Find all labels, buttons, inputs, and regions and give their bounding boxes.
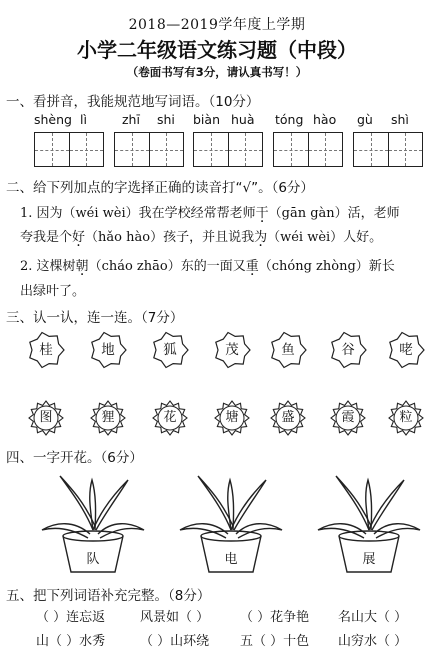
q2-line2: 出绿叶了。 (20, 284, 86, 299)
q1-line1: 1. 因为（wéi wèi）我在学校经常帮老师干（gān gàn）活，老师 (20, 206, 400, 221)
dotted-char: 朝 (75, 259, 89, 274)
pinyin-1a: shèng (34, 112, 72, 127)
flower-char: 桂 (39, 342, 53, 358)
flower-char-badge[interactable] (268, 330, 308, 370)
school-year: 2018—2019学年度上学期 (128, 17, 306, 33)
flower-pot-3 (312, 468, 426, 578)
flower-char: 茂 (225, 342, 239, 358)
dotted-char: 重 (245, 259, 259, 274)
pinyin-4b: hào (313, 112, 337, 127)
pot-char: 队 (86, 552, 100, 567)
pinyin-5a: gù (357, 112, 373, 127)
page-title: 小学二年级语文练习题（中段） (77, 38, 357, 62)
circle-char: 图 (39, 410, 53, 425)
section1-heading: 一、看拼音，我能规范地写词语。（10分） (6, 94, 260, 110)
circle-char: 花 (163, 410, 177, 425)
circle-char: 粒 (399, 410, 413, 425)
flower-char-badge[interactable] (150, 330, 190, 370)
section2-heading: 二、给下列加点的字选择正确的读音打“√”。（6分） (6, 180, 314, 196)
flower-char: 咾 (399, 342, 413, 358)
circle-char: 狸 (101, 410, 115, 425)
writing-grid-1[interactable] (34, 132, 104, 167)
writing-grid-3[interactable] (193, 132, 263, 167)
section3-heading: 三、认一认，连一连。（7分） (6, 310, 184, 326)
circle-char: 盛 (281, 410, 295, 425)
circle-char-badge[interactable] (388, 400, 424, 436)
circle-char-badge[interactable] (90, 400, 126, 436)
pinyin-4a: tóng (275, 112, 304, 127)
idiom-row-2 (36, 630, 407, 649)
idiom-blank[interactable]: 风景如（ ） (140, 610, 210, 625)
circle-char-badge[interactable] (270, 400, 306, 436)
section5-heading: 五、把下列词语补充完整。（8分） (6, 588, 211, 604)
writing-note: （卷面书写有3分，请认真书写！） (126, 65, 308, 79)
dotted-char: 干 (255, 206, 269, 221)
flower-char: 鱼 (281, 342, 295, 358)
pot-char: 电 (224, 552, 238, 567)
circle-char-badge[interactable] (330, 400, 366, 436)
flower-char: 谷 (341, 342, 355, 358)
section4-heading: 四、一字开花。（6分） (6, 450, 143, 466)
flower-pot-1 (36, 468, 150, 578)
idiom-blank[interactable]: 山穷水（ ） (338, 634, 408, 649)
idiom-blank[interactable]: （ ）花争艳 (240, 610, 310, 625)
flower-char: 狐 (163, 342, 177, 358)
flower-pot-2 (174, 468, 288, 578)
dotted-char: 为 (254, 230, 268, 245)
idiom-row-1 (36, 606, 407, 625)
flower-char-badge[interactable] (212, 330, 252, 370)
pot-char: 展 (362, 552, 376, 567)
circle-char: 塘 (225, 410, 239, 425)
flower-char-badge[interactable] (328, 330, 368, 370)
writing-grid-2[interactable] (114, 132, 184, 167)
circle-char-badge[interactable] (152, 400, 188, 436)
pinyin-5b: shì (391, 112, 409, 127)
circle-char-badge[interactable] (214, 400, 250, 436)
idiom-blank[interactable]: （ ）连忘返 (36, 610, 106, 625)
pinyin-3a: biàn (193, 112, 220, 127)
idiom-blank[interactable]: （ ）山环绕 (140, 634, 210, 649)
pinyin-2b: shi (157, 112, 175, 127)
pinyin-row (0, 112, 434, 128)
pinyin-2a: zhī (122, 112, 140, 127)
idiom-blank[interactable]: 五（ ）十色 (240, 634, 310, 649)
circle-char: 霞 (341, 410, 355, 425)
writing-grid-5[interactable] (353, 132, 423, 167)
dotted-char: 好 (72, 230, 86, 245)
flower-char-badge[interactable] (26, 330, 66, 370)
circle-char-badge[interactable] (28, 400, 64, 436)
pinyin-3b: huà (231, 112, 255, 127)
flower-char-badge[interactable] (88, 330, 128, 370)
q1-line2: 夸我是个好（hǎo hào）孩子，并且说我为（wéi wèi）人好。 (20, 230, 383, 245)
idiom-blank[interactable]: 名山大（ ） (338, 610, 408, 625)
flower-char: 地 (101, 342, 115, 358)
idiom-blank[interactable]: 山（ ）水秀 (36, 634, 106, 649)
q2-line1: 2. 这棵树朝（cháo zhāo）东的一面又重（chóng zhòng）新长 (20, 259, 395, 274)
writing-grid-4[interactable] (273, 132, 343, 167)
flower-char-badge[interactable] (386, 330, 426, 370)
pinyin-1b: lì (80, 112, 87, 127)
